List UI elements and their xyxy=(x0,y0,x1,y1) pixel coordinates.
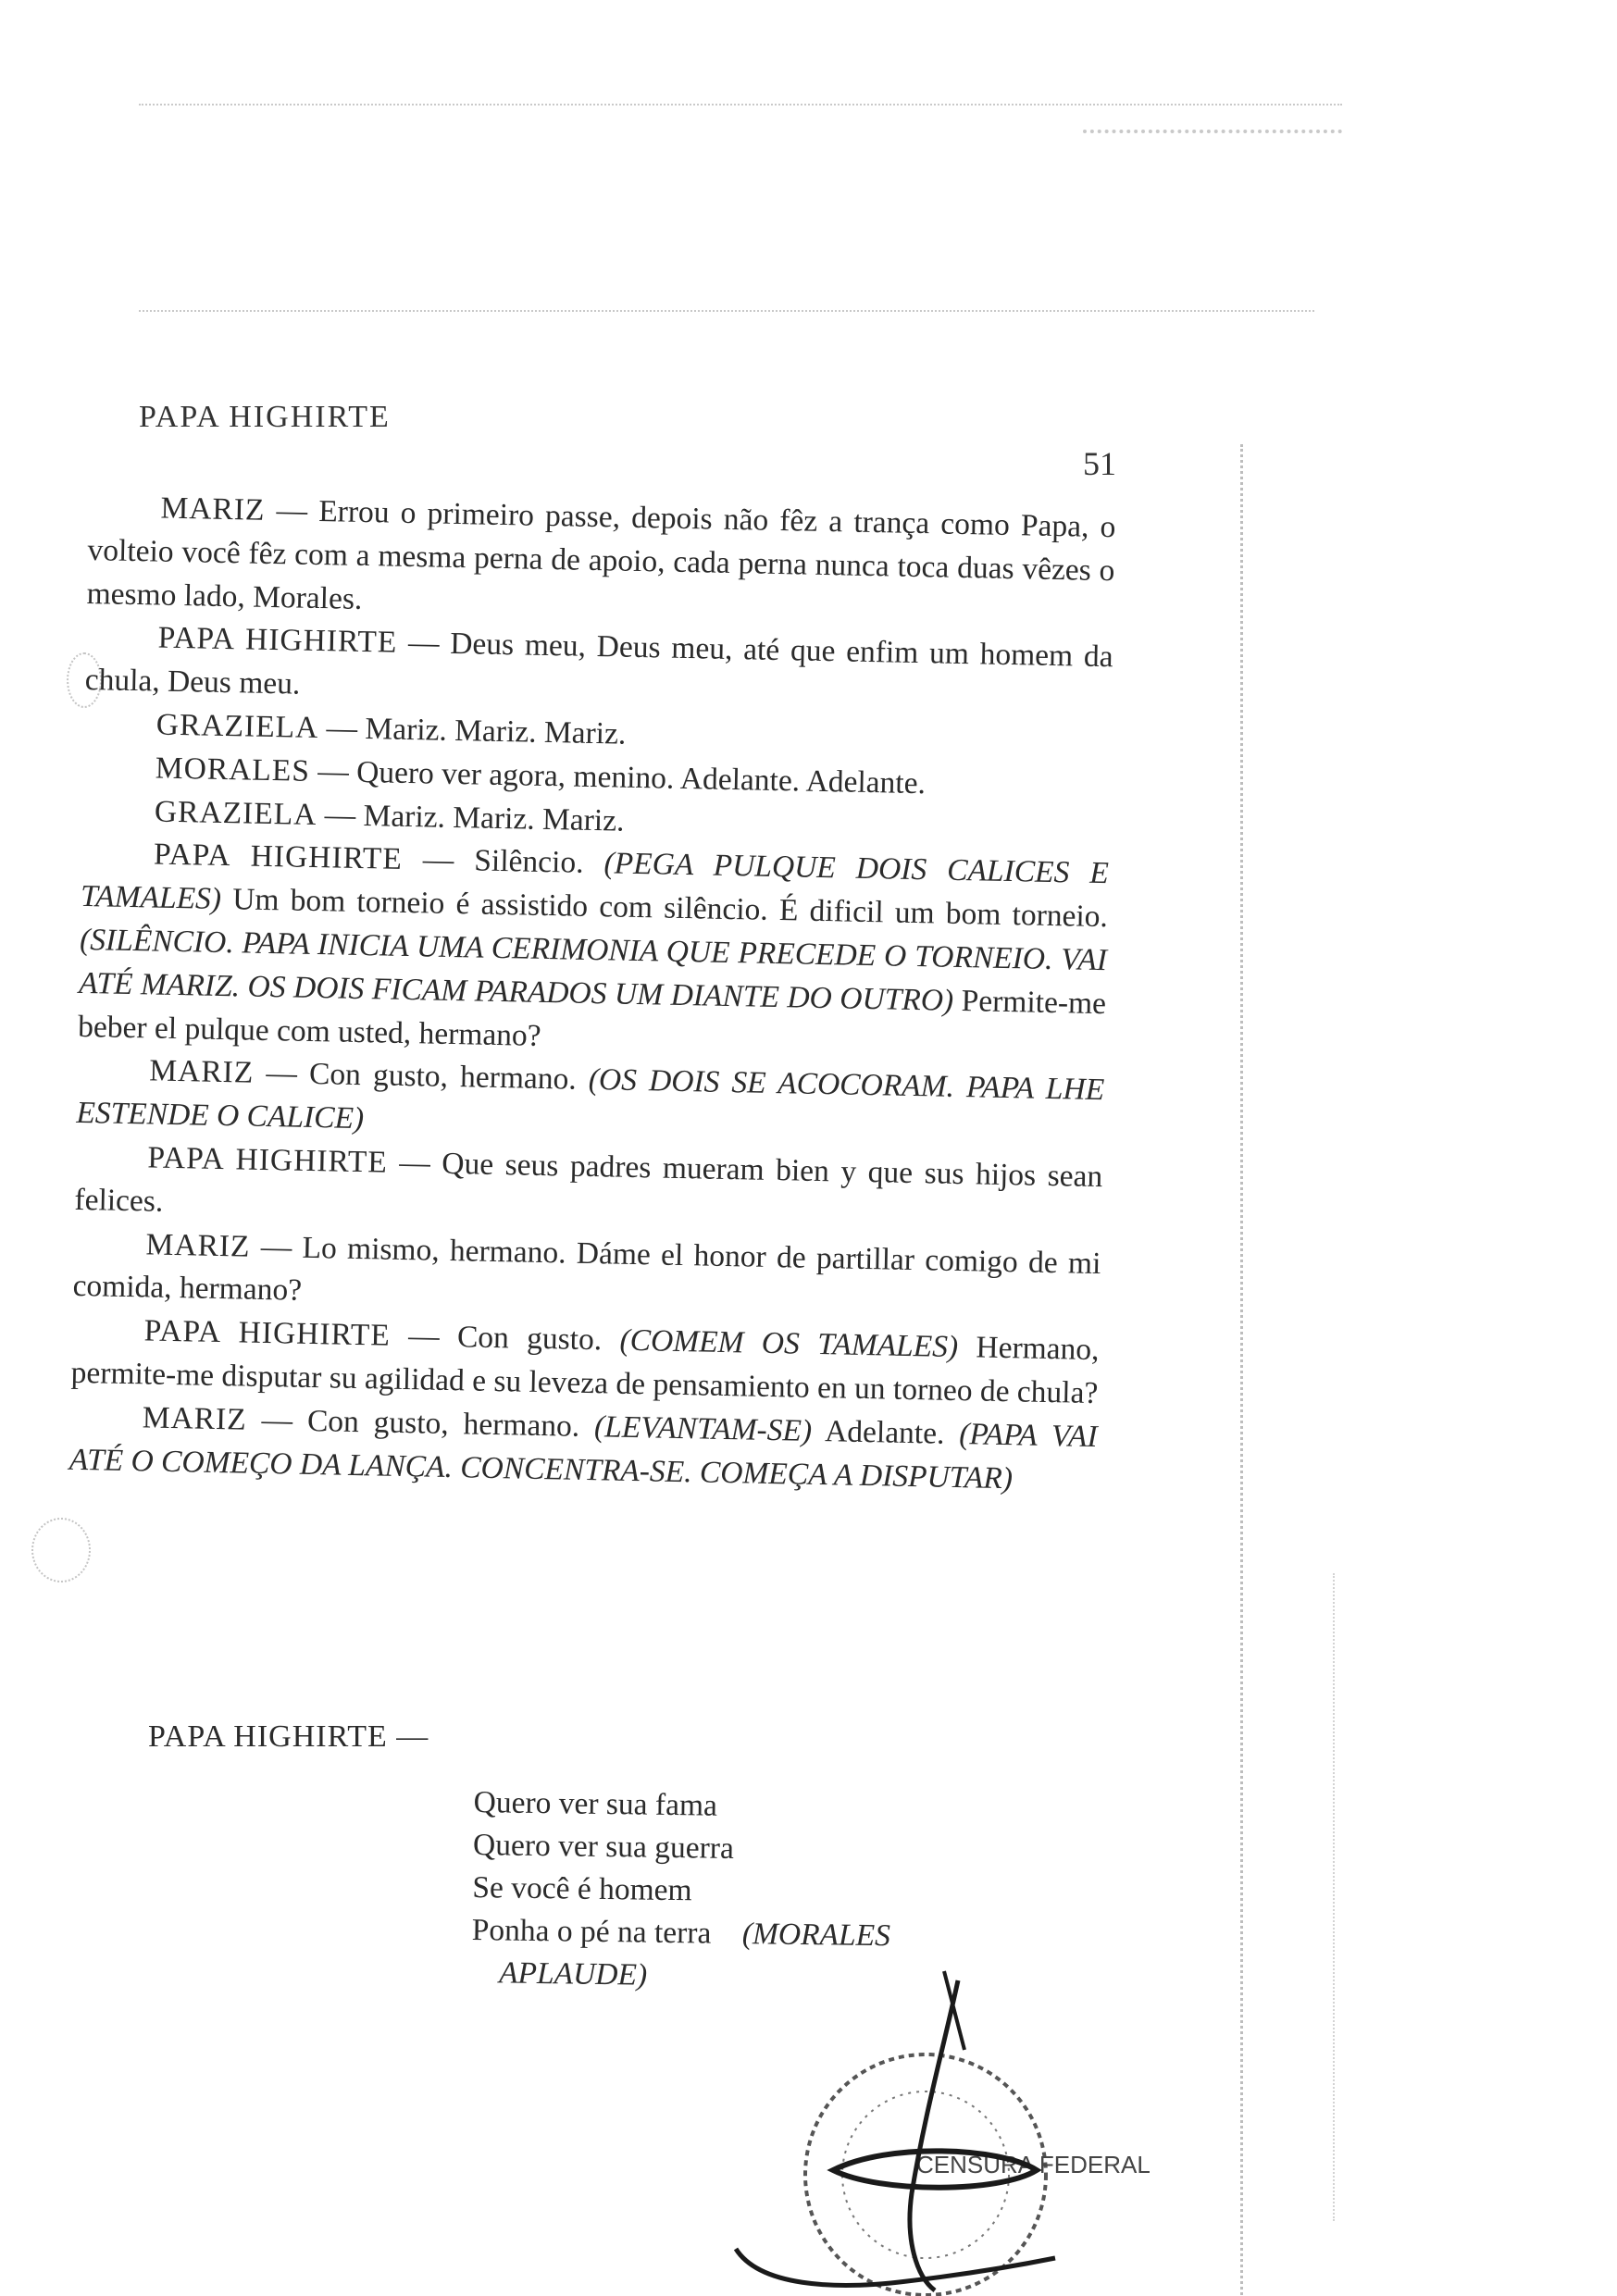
speaker-name: MARIZ xyxy=(160,490,266,527)
margin-punch-mark-bottom xyxy=(31,1518,91,1582)
speech-11: MARIZ — Con gusto, hermano. (LEVANTAM-SE) Adelante. (PAPA VAI ATÉ O COMEÇO DA LANÇA. CONCENTRA-SE. COMEÇA A DISPUTAR) xyxy=(68,1400,1098,1496)
speech-text: Permite-me beber el pulque com usted, hermano? xyxy=(77,983,1107,1053)
speaker-name: GRAZIELA xyxy=(154,794,317,832)
speech-text: Mariz. Mariz. Mariz. xyxy=(365,712,627,751)
censorship-stamp xyxy=(722,1962,1151,2296)
speaker-name: MARIZ xyxy=(148,1053,255,1091)
speech-4: MORALES — Quero ver agora, menino. Adelante. Adelante. xyxy=(155,751,927,800)
speaker-name: MARIZ xyxy=(145,1226,251,1264)
verse-line: Se você é homem xyxy=(472,1869,692,1908)
speech-10: PAPA HIGHIRTE — Con gusto. (COMEM OS TAMALES) Hermano, permite-me disputar su agilidad e su leveza de pensamiento en un torneo de chula? xyxy=(70,1313,1100,1411)
speaker-name: PAPA HIGHIRTE xyxy=(157,620,398,661)
speech-text: Errou o primeiro passe, depois não fêz a trança como Papa, o volteio você fêz com a mesma perna de apoio, cada perna nunca toca duas vêzes o mesmo lado, Morales. xyxy=(86,493,1116,616)
speech-3: GRAZIELA — Mariz. Mariz. Mariz. xyxy=(155,707,627,751)
speaker-name: MARIZ xyxy=(142,1400,248,1437)
stage-direction: (OS DOIS SE ACOCORAM. PAPA LHE ESTENDE O CALICE) xyxy=(76,1062,1105,1136)
speaker-name: MORALES xyxy=(155,751,311,788)
stage-direction: (MORALES xyxy=(741,1917,891,1954)
scan-artifact-right-margin-line xyxy=(1240,444,1243,2295)
speech-7: MARIZ — Con gusto, hermano. (OS DOIS SE ACOCORAM. PAPA LHE ESTENDE O CALICE) xyxy=(76,1053,1105,1136)
speech-text: Adelante. xyxy=(824,1413,945,1451)
scan-artifact-far-right-line xyxy=(1333,1573,1335,2221)
stage-direction: (SILÊNCIO. PAPA INICIA UMA CERIMONIA QUE PRECEDE O TORNEIO. VAI ATÉ MARIZ. OS DOIS FICAM PARADOS UM DIANTE DO OUTRO) xyxy=(78,922,1108,1018)
speech-text: Con gusto. xyxy=(456,1320,603,1358)
stamp-text-value: CENSURA FEDERAL xyxy=(916,2151,1151,2178)
running-header: PAPA HIGHIRTE xyxy=(139,400,391,434)
play-text xyxy=(68,486,1115,1502)
stamp-seal xyxy=(805,2054,1151,2295)
speech-8: PAPA HIGHIRTE — Que seus padres mueram bien y que sus hijos sean felices. xyxy=(74,1140,1103,1219)
page-number: 51 xyxy=(1083,445,1116,482)
speech-text: Con gusto, hermano. xyxy=(306,1403,580,1444)
speaker-name: PAPA HIGHIRTE xyxy=(147,1140,389,1180)
speech-text: Silêncio. xyxy=(474,843,584,881)
speaker-name: GRAZIELA xyxy=(155,707,319,746)
stage-direction: (PEGA PULQUE DOIS CALICES E TAMALES) xyxy=(80,846,1110,917)
speech-text: Con gusto, hermano. xyxy=(308,1057,578,1098)
verse-line: Quero ver sua fama xyxy=(473,1784,718,1823)
scan-artifact-mid-line xyxy=(139,310,1314,312)
signature xyxy=(736,1971,1055,2290)
speaker-name: PAPA HIGHIRTE xyxy=(148,1719,388,1754)
stage-direction: (LEVANTAM-SE) xyxy=(593,1409,813,1448)
speech-text: Mariz. Mariz. Mariz. xyxy=(363,798,625,838)
speech-text: Um bom torneio é assistido com silêncio. É dificil um bom torneio. xyxy=(231,882,1109,935)
speaker-name: PAPA HIGHIRTE xyxy=(143,1313,392,1353)
verse-line: Ponha o pé na terra xyxy=(471,1912,712,1951)
speech-6: PAPA HIGHIRTE — Silêncio. (PEGA PULQUE DOIS CALICES E TAMALES) Um bom torneio é assistido com silêncio. É dificil um bom torneio. (SILÊNCIO. PAPA INICIA UMA CERIMONIA QUE PRECEDE O TORNEIO. VAI ATÉ MARIZ. OS DOIS FICAM PARADOS UM DIANTE DO OUTRO) Permite-me beber el pulque com usted, hermano? xyxy=(77,837,1110,1053)
speech-9: MARIZ — Lo mismo, hermano. Dáme el honor de partillar comigo de mi comida, hermano? xyxy=(72,1226,1101,1309)
verse-line: Quero ver sua guerra xyxy=(472,1827,735,1866)
song-speaker: PAPA HIGHIRTE — xyxy=(148,1719,429,1754)
speech-5: GRAZIELA — Mariz. Mariz. Mariz. xyxy=(154,794,625,838)
speaker-name: PAPA HIGHIRTE xyxy=(153,837,404,877)
stage-direction: (PAPA VAI ATÉ O COMEÇO DA LANÇA. CONCENTRA-SE. COMEÇA A DISPUTAR) xyxy=(68,1416,1098,1496)
speech-text: Quero ver agora, menino. Adelante. Adelante. xyxy=(355,754,927,800)
speech-text: Lo mismo, hermano. Dáme el honor de partillar comigo de mi comida, hermano? xyxy=(72,1230,1101,1309)
verse-line-with-direction xyxy=(471,1909,890,1957)
scan-artifact-top-line xyxy=(139,104,1342,105)
speech-text: Hermano, permite-me disputar su agilidad e su leveza de pensamiento en un torneo de chula? xyxy=(70,1330,1100,1411)
speech-2: PAPA HIGHIRTE — Deus meu, Deus meu, até que enfim um homem da chula, Deus meu. xyxy=(84,620,1113,701)
stage-direction-cont: APLAUDE) xyxy=(498,1955,648,1992)
scan-artifact-top-right xyxy=(1083,130,1342,133)
speech-text: Que seus padres mueram bien y que sus hijos sean felices. xyxy=(74,1146,1103,1219)
stage-direction: (COMEM OS TAMALES) xyxy=(619,1322,959,1365)
speech-1: MARIZ — Errou o primeiro passe, depois não fêz a trança como Papa, o volteio você fêz com a mesma perna de apoio, cada perna nunca toca duas vêzes o mesmo lado, Morales. xyxy=(86,490,1116,616)
speech-text: Deus meu, Deus meu, até que enfim um homem da chula, Deus meu. xyxy=(84,627,1113,701)
